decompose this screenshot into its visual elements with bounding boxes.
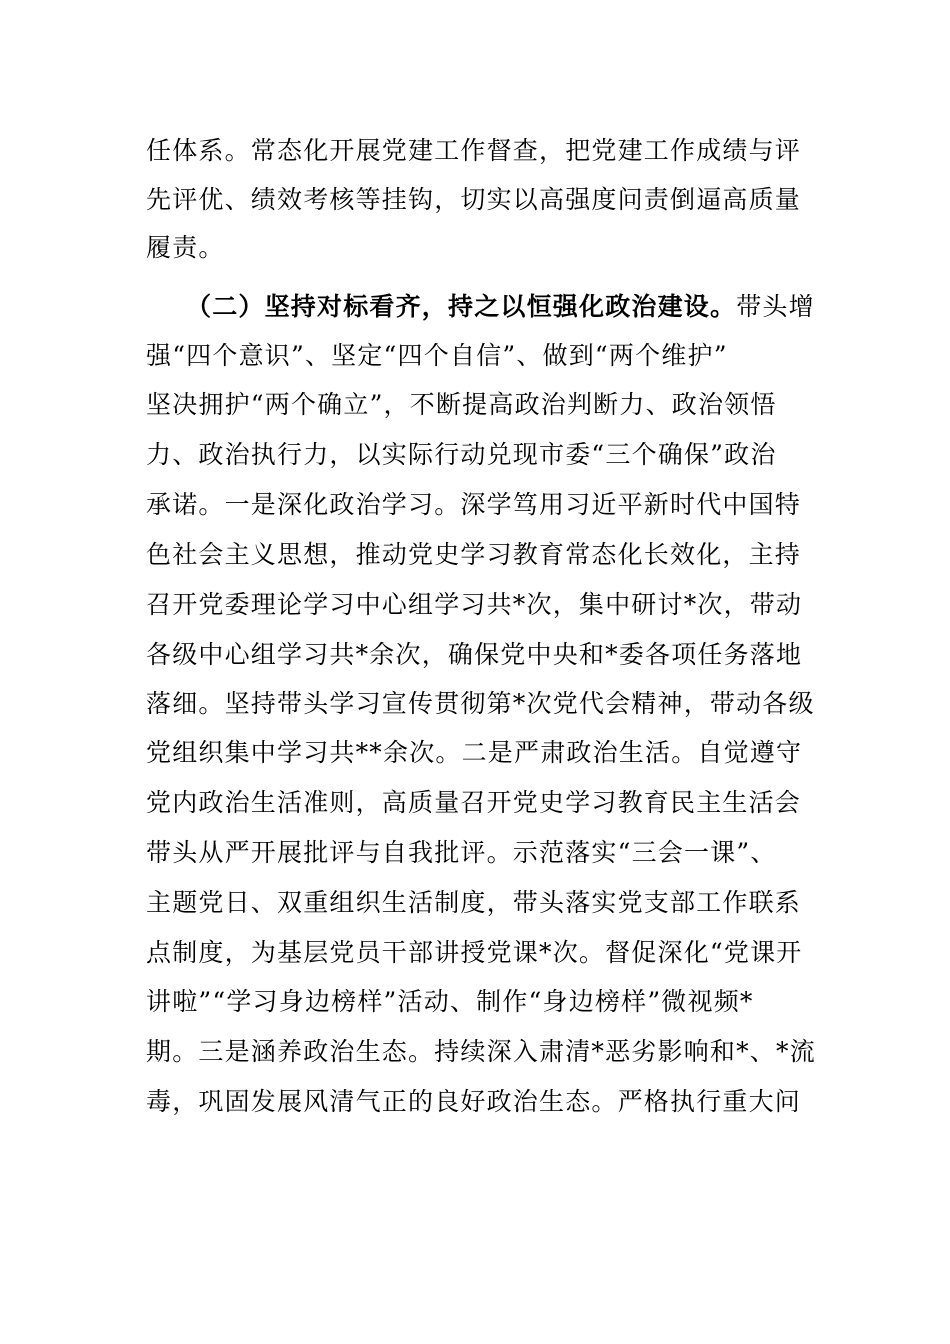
section-paragraph-first-line — [186, 287, 815, 327]
paragraph-line: 主题党日、双重组织生活制度，带头落实党支部工作联系 — [146, 888, 802, 917]
paragraph-line: 党组织集中学习共**余次。二是严肃政治生活。自觉遵守 — [146, 738, 803, 767]
paragraph-line: 履责。 — [146, 233, 225, 262]
paragraph-line: 党内政治生活准则，高质量召开党史学习教育民主生活会 — [146, 788, 802, 817]
paragraph-line: 毒，巩固发展风清气正的良好政治生态。严格执行重大问 — [146, 1087, 802, 1116]
paragraph-line: 带头从严开展批评与自我批评。示范落实“三会一课”、 — [146, 838, 777, 867]
paragraph-line: 强“四个意识”、坚定“四个自信”、做到“两个维护” — [146, 341, 728, 370]
paragraph-line: 各级中心组学习共*余次，确保党中央和*委各项任务落地 — [146, 640, 803, 669]
paragraph-line: 承诺。一是深化政治学习。深学笃用习近平新时代中国特 — [146, 490, 802, 519]
paragraph-text: 带头增 — [736, 292, 815, 321]
paragraph-line: 力、政治执行力，以实际行动兑现市委“三个确保”政治 — [146, 440, 777, 469]
paragraph-line: 召开党委理论学习中心组学习共*次，集中研讨*次，带动 — [146, 590, 803, 619]
paragraph-line: 坚决拥护“两个确立”，不断提高政治判断力、政治领悟 — [146, 390, 777, 419]
paragraph-line: 期。三是涵养政治生态。持续深入肃清*恶劣影响和*、*流 — [146, 1037, 816, 1066]
paragraph-line: 先评优、绩效考核等挂钩，切实以高强度问责倒逼高质量 — [146, 185, 802, 214]
paragraph-line: 讲啦”“学习身边榜样”活动、制作“身边榜样”微视频* — [146, 987, 754, 1016]
paragraph-line: 任体系。常态化开展党建工作督查，把党建工作成绩与评 — [146, 136, 802, 165]
paragraph-line: 点制度，为基层党员干部讲授党课*次。督促深化“党课开 — [146, 938, 803, 967]
paragraph-line: 色社会主义思想，推动党史学习教育常态化长效化，主持 — [146, 540, 802, 569]
section-heading: （二）坚持对标看齐，持之以恒强化政治建设。 — [186, 292, 737, 321]
paragraph-line: 落细。坚持带头学习宣传贯彻第*次党代会精神，带动各级 — [146, 689, 815, 718]
